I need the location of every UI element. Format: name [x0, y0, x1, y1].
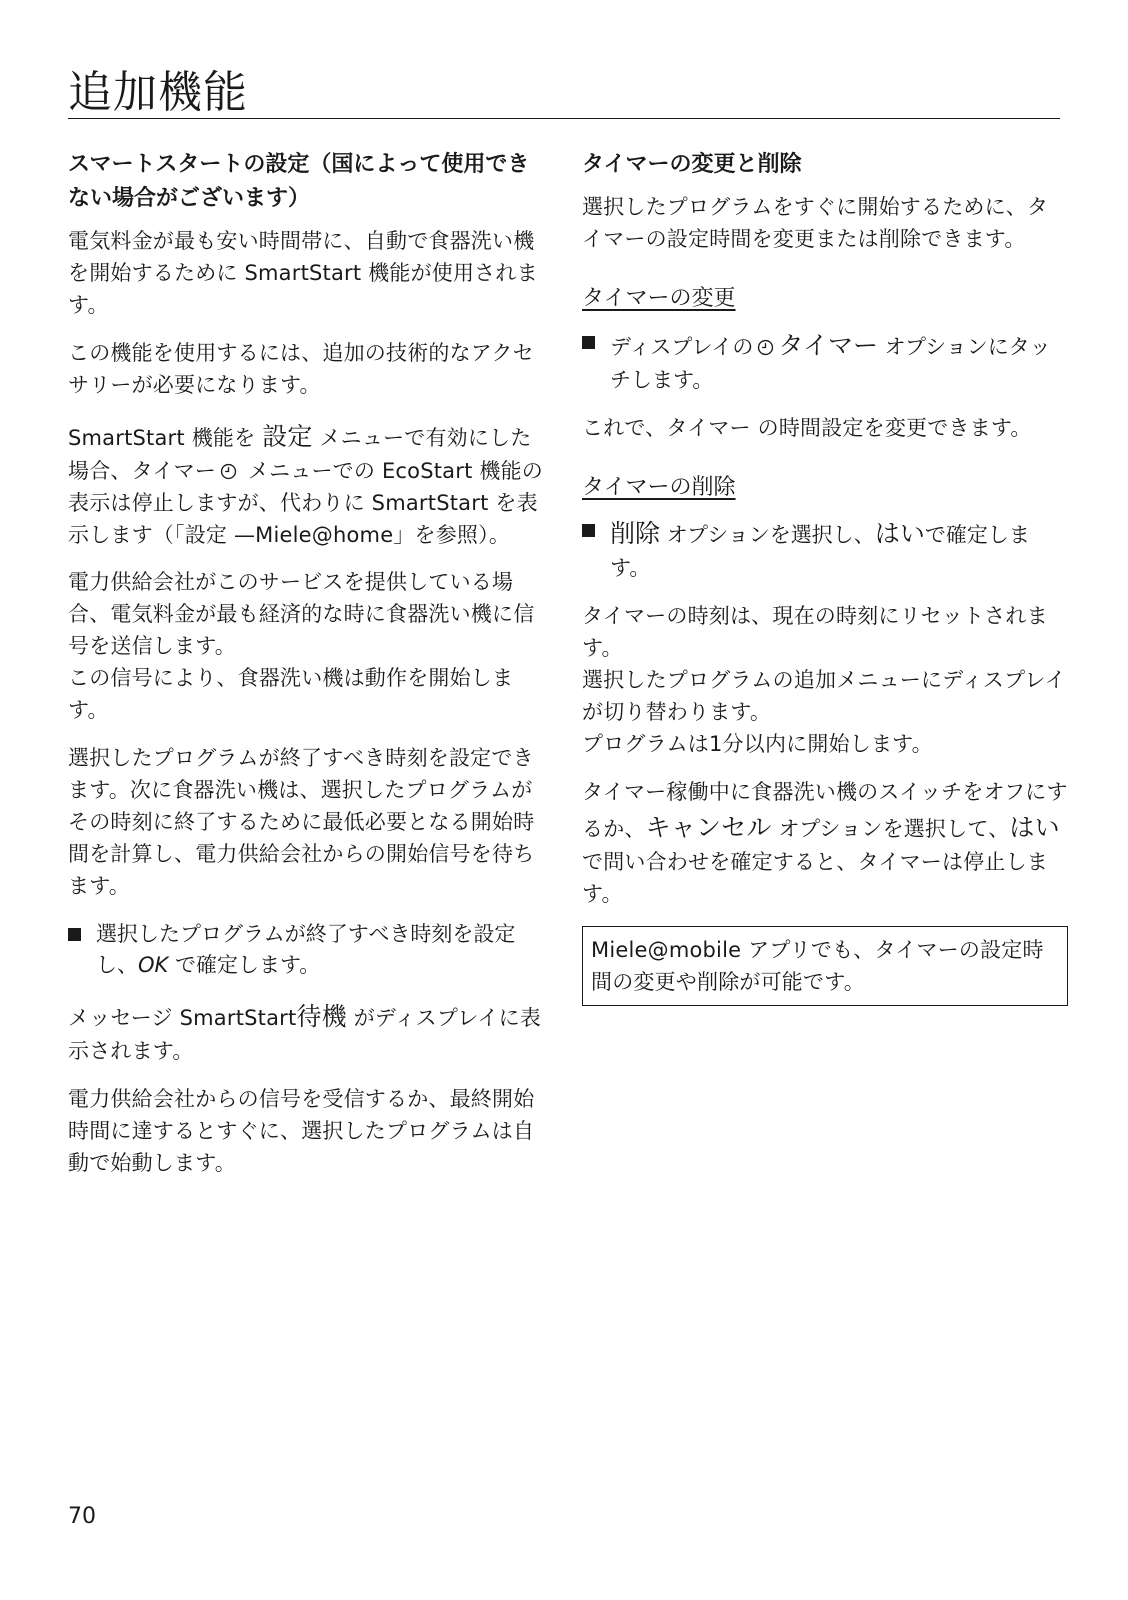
timer-delete-heading: タイマーの削除: [582, 474, 736, 500]
timer-change-heading: タイマーの変更: [582, 285, 736, 311]
timer-change-step: ディスプレイの タイマー オプションにタッチします。: [582, 327, 1068, 397]
auto-start-paragraph: 電力供給会社からの信号を受信するか、最終開始時間に達するとすぐに、選択したプログラムは自動で始動します。: [68, 1087, 535, 1176]
display-switch-paragraph: 選択したプログラムの追加メニューにディスプレイが切り替わります。: [582, 668, 1066, 724]
standby-message-paragraph: メッセージ SmartStart待機 がディスプレイに表示されます。: [68, 1002, 541, 1064]
left-column: [68, 148, 550, 1196]
clock-icon: [757, 339, 774, 356]
smartstart-settings-paragraph: SmartStart 機能を 設定 メニューで有効にした場合、タイマー メニューでの EcoStart 機能の表示は停止しますが、代わりに SmartStart を表示します（「設定 —Miele@home」を参照）。: [68, 421, 543, 547]
standby-term: 待機: [296, 1002, 347, 1032]
settings-menu-term: 設定: [262, 421, 313, 451]
smartstart-intro: 電気料金が最も安い時間帯に、自動で食器洗い機を開始するために SmartStart 機能が使用されます。: [68, 229, 538, 317]
square-bullet-icon: [582, 336, 595, 349]
utility-signal-start: この信号により、食器洗い機は動作を開始します。: [68, 666, 514, 723]
ok-term: OK: [138, 953, 169, 978]
timer-stop-paragraph: タイマー稼働中に食器洗い機のスイッチをオフにするか、キャンセル オプションを選択して、はいで問い合わせを確定すると、タイマーは停止します。: [582, 779, 1068, 906]
program-start-paragraph: プログラムは1分以内に開始します。: [582, 731, 933, 756]
yes-term: はい: [874, 519, 925, 549]
smartstart-heading: スマートスタートの設定（国によって使用できない場合がございます）: [68, 152, 530, 212]
set-end-time-step: 選択したプログラムが終了すべき時刻を設定し、OK で確定します。: [68, 919, 550, 983]
timer-delete-step: 削除 オプションを選択し、はいで確定します。: [582, 515, 1068, 585]
yes-term: はい: [1009, 812, 1060, 842]
square-bullet-icon: [582, 524, 595, 537]
timer-intro: 選択したプログラムをすぐに開始するために、タイマーの設定時間を変更または削除できます。: [582, 195, 1049, 251]
page-number: 70: [68, 1504, 96, 1529]
clock-icon: [220, 463, 237, 480]
delete-term: 削除: [610, 519, 661, 549]
mobile-app-note-box: [582, 926, 1068, 1006]
mobile-app-note: Miele@mobile アプリでも、タイマーの設定時間の変更や削除が可能です。: [591, 938, 1044, 995]
timer-term: タイマー: [778, 330, 878, 360]
square-bullet-icon: [68, 928, 81, 941]
page-title: 追加機能: [68, 67, 248, 118]
title-divider: [68, 118, 1060, 119]
right-column: [582, 148, 1068, 1006]
end-time-paragraph: 選択したプログラムが終了すべき時刻を設定できます。次に食器洗い機は、選択したプログラムがその時刻に終了するために最低必要となる開始時間を計算し、電力供給会社からの開始信号を待ちます。: [68, 745, 535, 898]
smartstart-accessory-note: この機能を使用するには、追加の技術的なアクセサリーが必要になります。: [68, 340, 534, 397]
timer-change-result: これで、タイマー の時間設定を変更できます。: [582, 415, 1032, 440]
cancel-term: キャンセル: [645, 812, 772, 842]
timer-heading: タイマーの変更と削除: [582, 152, 802, 177]
utility-signal-paragraph: 電力供給会社がこのサービスを提供している場合、電気料金が最も経済的な時に食器洗い機に信号を送信します。: [68, 570, 535, 659]
timer-reset-paragraph: タイマーの時刻は、現在の時刻にリセットされます。: [582, 604, 1048, 661]
